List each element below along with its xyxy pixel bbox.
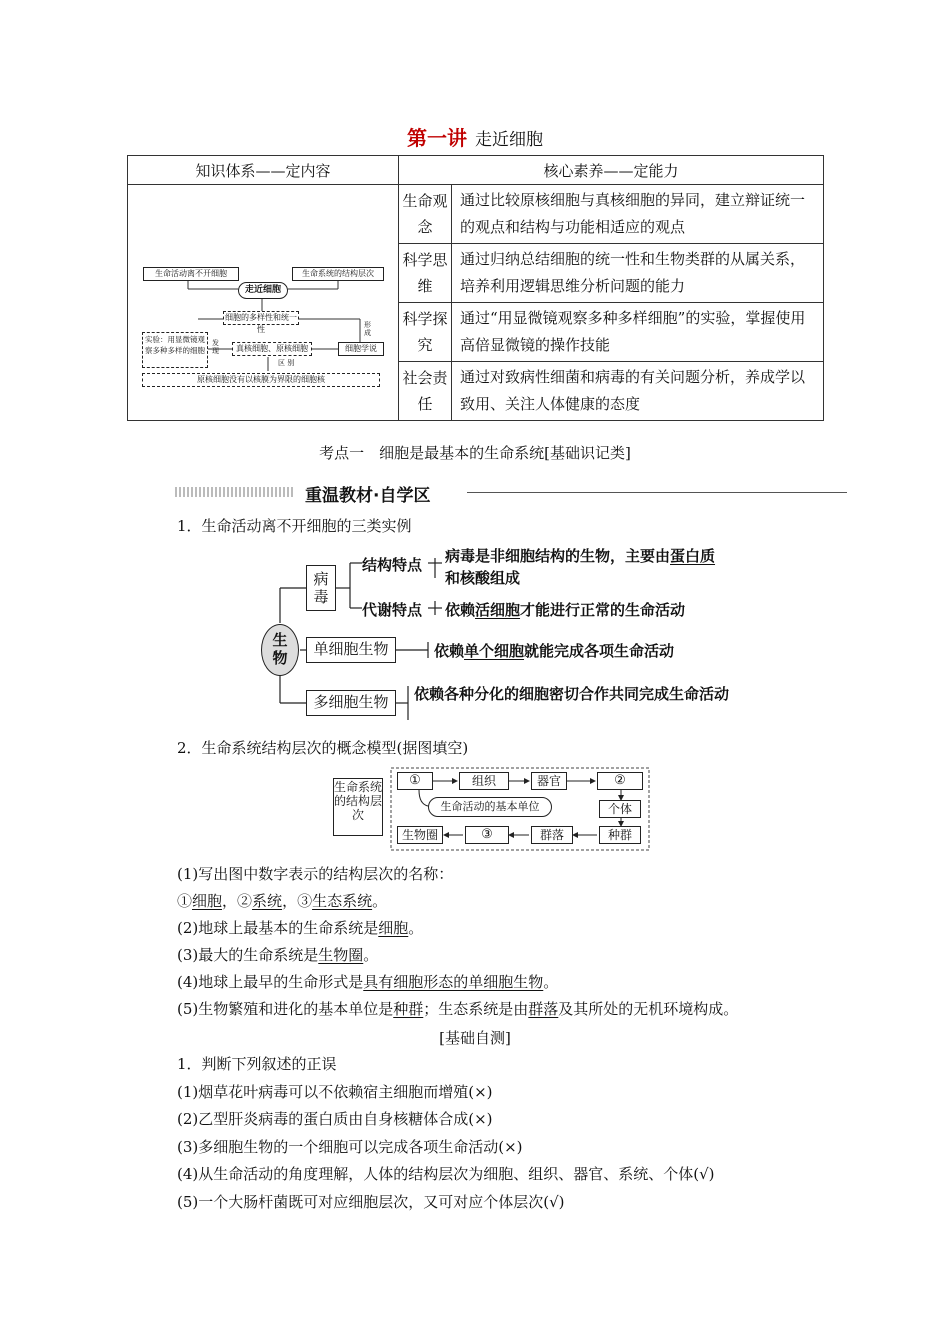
d2-blank-3: ③ (465, 826, 509, 844)
map-node-life-system: 生命系统的结构层次 (292, 267, 384, 281)
a4-p1: (4)地球上最早的生命形式是 (177, 973, 364, 991)
map-node-life-activity: 生命活动离不开细胞 (143, 267, 239, 281)
map-node-experiment: 实验：用显微镜观察多种多样的细胞 (142, 332, 208, 368)
a3-p1: (3)最大的生命系统是 (177, 946, 319, 964)
answer-4 (177, 971, 558, 992)
q2-title: 2．生命系统结构层次的概念模型(据图填空) (177, 739, 469, 757)
competency-dim-1: 生命观念 (399, 185, 452, 244)
d1-struct-text-u: 蛋白质 (670, 547, 716, 565)
d1-meta-label: 代谢特点 (362, 601, 423, 619)
d1-meta-text-2: 才能进行正常的生命活动 (520, 601, 686, 619)
table-header-competency: 核心素养——定能力 (399, 156, 824, 185)
a1-p1: ① (177, 892, 193, 910)
answer-2 (177, 917, 423, 938)
d1-meta-text-u: 活细胞 (475, 601, 521, 619)
d2-blank-1: ① (397, 772, 433, 790)
a5-p2: ；生态系统是由 (423, 1000, 529, 1018)
a2-p2: 。 (408, 919, 424, 937)
self-test-title: [基础自测] (439, 1029, 511, 1047)
answer-0: (1)写出图中数字表示的结构层次的名称： (177, 865, 454, 883)
map-node-cell-types: 真核细胞、原核细胞 (232, 342, 312, 356)
d1-single-text-2: 就能完成各项生命活动 (524, 642, 675, 660)
d1-struct-label: 结构特点 (362, 556, 423, 574)
competency-desc-4: 通过对致病性细菌和病毒的有关问题分析，养成学以致用、关注人体健康的态度 (452, 362, 824, 421)
d2-bubble: 生命活动的基本单位 (428, 797, 552, 817)
d1-root-ellipse (261, 624, 299, 676)
d1-struct-text (445, 545, 725, 589)
heading-dots (175, 487, 295, 497)
a3-u: 生物圈 (318, 946, 364, 964)
d1-meta-text-1: 依赖 (445, 601, 476, 619)
d1-root-label: 生物 (272, 631, 288, 667)
a4-u: 具有细胞形态的单细胞生物 (363, 973, 544, 991)
map-node-diversity: 细胞的多样性和统一性 (225, 312, 297, 334)
judge-item-2: (2)乙型肝炎病毒的蛋白质由自身核糖体合成(×) (177, 1110, 493, 1128)
a2-p1: (2)地球上最基本的生命系统是 (177, 919, 379, 937)
map-node-prokaryote: 原核细胞没有以核膜为界限的细胞核 (142, 373, 380, 387)
d1-struct-text-1: 病毒是非细胞结构的生物，主要由 (445, 547, 671, 565)
diagram-life-cell (258, 538, 738, 728)
map-label-difference: 区 别 (278, 358, 295, 367)
a1-u3: 生态系统 (312, 892, 373, 910)
d2-biosphere: 生物圈 (397, 826, 443, 844)
d2-community: 群落 (531, 826, 573, 844)
answer-5 (177, 998, 738, 1019)
d1-multi-text: 依赖各种分化的细胞密切合作共同完成生命活动 (414, 685, 730, 703)
a1-p3: ，③ (282, 892, 313, 910)
title-bold: 第一讲 (407, 126, 467, 150)
map-label-discover: 发现 (212, 338, 219, 355)
d1-multi-box: 多细胞生物 (306, 690, 396, 716)
d1-single-text-1: 依赖 (434, 642, 465, 660)
overview-table (127, 155, 824, 421)
heading-rule (467, 492, 847, 493)
competency-dim-4: 社会责任 (399, 362, 452, 421)
title-text: 走近细胞 (475, 130, 543, 150)
d2-population: 种群 (599, 826, 641, 844)
d1-single-box: 单细胞生物 (306, 637, 396, 663)
a5-p3: 及其所处的无机环境构成。 (558, 1000, 739, 1018)
d1-virus-label: 病毒 (313, 570, 329, 606)
table-header-knowledge: 知识体系——定内容 (128, 156, 399, 185)
a2-u: 细胞 (378, 919, 409, 937)
knowledge-map (128, 187, 396, 419)
judge-item-1: (1)烟草花叶病毒可以不依赖宿主细胞而增殖(×) (177, 1083, 493, 1101)
d1-virus-box (306, 565, 336, 611)
competency-dim-2: 科学思维 (399, 244, 452, 303)
competency-desc-1: 通过比较原核细胞与真核细胞的异同，建立辩证统一的观点和结构与功能相适应的观点 (452, 185, 824, 244)
page-title (0, 122, 950, 151)
d2-individual: 个体 (599, 800, 641, 818)
map-node-center: 走近细胞 (238, 282, 288, 299)
d2-organ: 器官 (531, 772, 567, 790)
d1-struct-text-2: 和核酸组成 (445, 569, 521, 587)
heading-bar (175, 481, 847, 505)
competency-desc-3: 通过“用显微镜观察多种多样细胞”的实验，掌握使用高倍显微镜的操作技能 (452, 303, 824, 362)
judge-title: 1．判断下列叙述的正误 (177, 1055, 337, 1073)
d1-single-text-u: 单个细胞 (464, 642, 525, 660)
competency-desc-2: 通过归纳总结细胞的统一性和生物类群的从属关系，培养利用逻辑思维分析问题的能力 (452, 244, 824, 303)
a1-u1: 细胞 (192, 892, 223, 910)
a1-u2: 系统 (252, 892, 283, 910)
map-node-cell-theory: 细胞学说 (338, 342, 384, 356)
a3-p2: 。 (363, 946, 379, 964)
d2-side-box: 生命系统的结构层次 (333, 778, 383, 836)
answer-1 (177, 890, 387, 911)
q1-title: 1．生命活动离不开细胞的三类实例 (177, 517, 412, 535)
a4-p2: 。 (543, 973, 559, 991)
judge-item-5: (5)一个大肠杆菌既可对应细胞层次，又可对应个体层次(√) (177, 1193, 565, 1211)
competency-dim-3: 科学探究 (399, 303, 452, 362)
map-label-form: 形成 (364, 320, 371, 337)
a5-u1: 种群 (393, 1000, 424, 1018)
d1-meta-text (445, 599, 685, 620)
heading-text: 重温教材·自学区 (305, 486, 431, 506)
section-title: 考点一 细胞是最基本的生命系统[基础识记类] (319, 444, 631, 462)
a5-p1: (5)生物繁殖和进化的基本单位是 (177, 1000, 394, 1018)
d2-blank-2: ② (597, 772, 643, 790)
diagram-life-system (333, 766, 653, 852)
a1-p2: ，② (222, 892, 253, 910)
d1-single-text (434, 640, 674, 661)
a5-u2: 群落 (528, 1000, 559, 1018)
judge-item-4: (4)从生命活动的角度理解，人体的结构层次为细胞、组织、器官、系统、个体(√) (177, 1165, 715, 1183)
knowledge-map-cell (128, 185, 399, 421)
d2-tissue: 组织 (459, 772, 509, 790)
judge-item-3: (3)多细胞生物的一个细胞可以完成各项生命活动(×) (177, 1138, 523, 1156)
a1-p4: 。 (372, 892, 388, 910)
answer-3 (177, 944, 378, 965)
